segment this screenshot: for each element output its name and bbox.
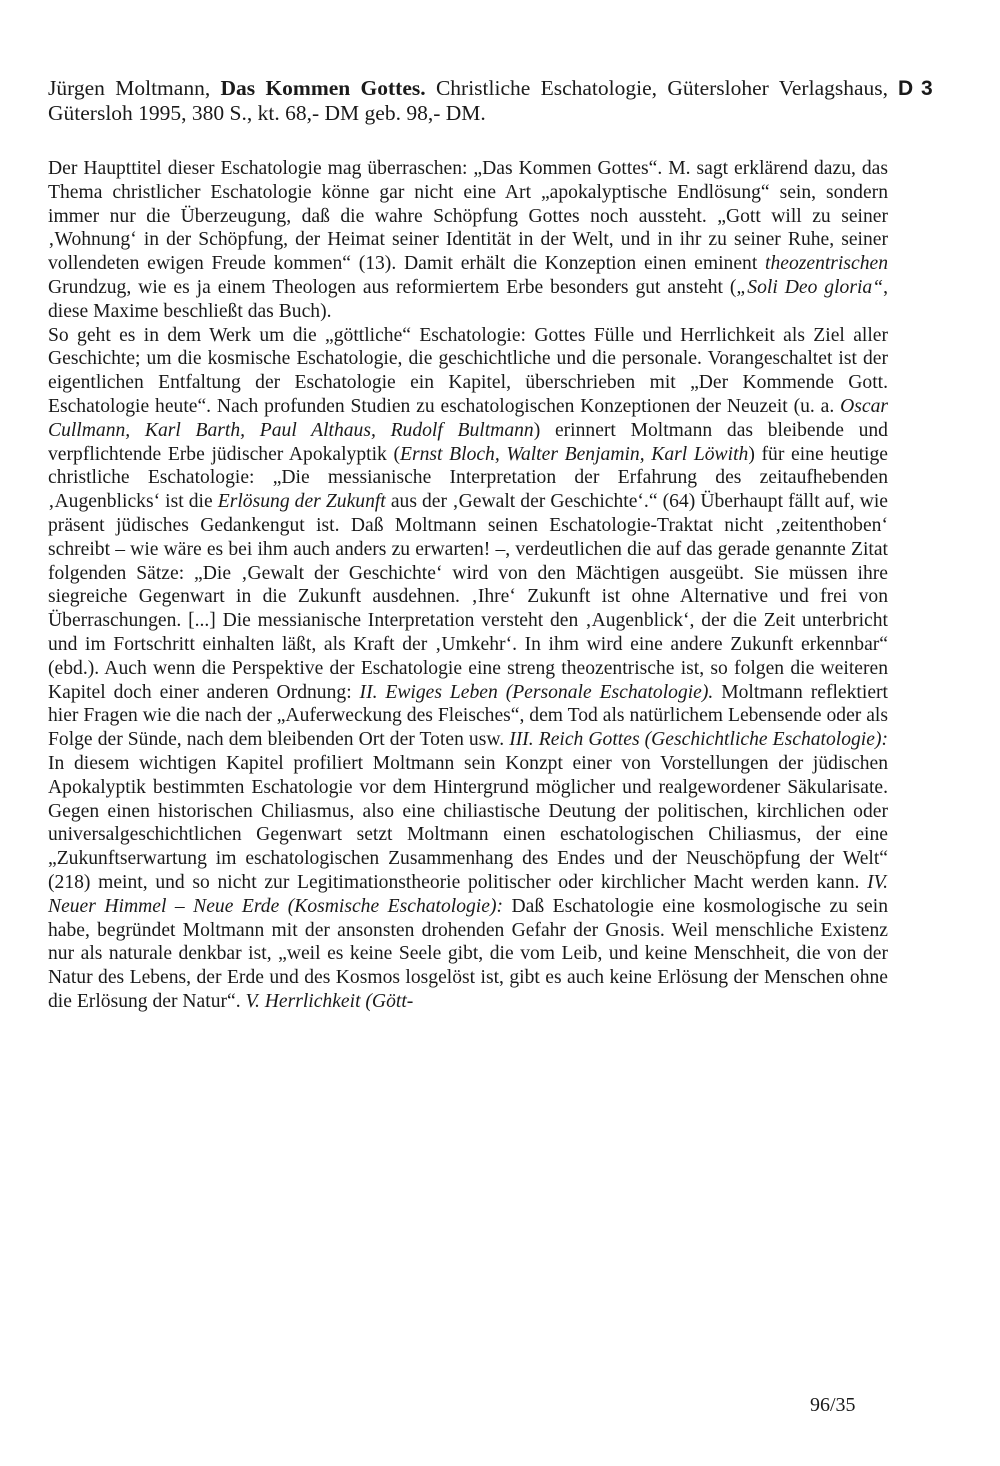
- review-page: [48, 76, 888, 1014]
- biblio-publication-details: Christliche Eschatologie, Gütersloher Verlagshaus, Gütersloh 1995, 380 S., kt. 68,- DM geb. 98,- DM.: [48, 76, 889, 125]
- text-run: ) erinnert Moltmann das bleibende und verpflichtende Erbe jüdischer Apokalyptik (: [48, 419, 888, 465]
- text-run: , diese Maxime beschließt das Buch).: [48, 276, 889, 322]
- page-number: 96/35: [810, 1394, 856, 1416]
- section-code: D 3: [898, 77, 934, 100]
- text-run: ) für eine heutige christliche Eschatologie: „Die messianische Interpretation der Erfahrung des zeitaufhebenden ‚Augenblicks‘ ist die: [48, 443, 888, 513]
- italic-text-run: III. Reich Gottes (Geschichtliche Eschatologie):: [509, 729, 888, 751]
- paragraph-1: [48, 157, 888, 324]
- italic-text-run: Oscar Cullmann, Karl Barth, Paul Althaus, Rudolf Bultmann: [48, 395, 888, 441]
- italic-text-run: theozentrischen: [765, 253, 888, 275]
- text-run: aus der ‚Gewalt der Geschichte‘.“ (64) Überhaupt fällt auf, wie präsent jüdisches Gedankengut ist. Daß Moltmann seinen Eschatologie-Traktat nicht ‚zeitenthoben‘ schreibt – wie wäre es bei ihm auch anders zu erwarten! –, verdeutlichen die auf das gerade genannte Zitat folgenden Sätze: „Die ‚Gewalt der Geschichte‘ wird von den Mächtigen ausgeübt. Sie müssen ihre siegreiche Gegenwart in die Zukunft ausdehnen. ‚Ihre‘ Zukunft ist ohne Alternative und frei von Überraschungen. [...] Die messianische Interpretation versteht den ‚Augenblick‘, der die Zeit unterbricht und im Fortschritt einhalten läßt, als Kraft der ‚Umkehr‘. In ihm wird eine andere Zukunft erkennbar“ (ebd.). Auch wenn die Perspektive der Eschatologie eine streng theozentrische ist, so folgen die weiteren Kapitel doch einer anderen Ordnung:: [48, 491, 888, 703]
- italic-text-run: V. Herrlichkeit (Gött-: [245, 990, 414, 1012]
- paragraph-2: [48, 324, 888, 1014]
- italic-text-run: Ernst Bloch, Walter Benjamin, Karl Löwith: [400, 443, 749, 465]
- biblio-author: Jürgen Moltmann,: [48, 76, 221, 100]
- text-run: Daß Eschatologie eine kosmologische zu sein habe, begründet Moltmann mit der ansonsten drohenden Gefahr der Gnosis. Weil menschliche Existenz nur als naturale denkbar ist, „weil es keine Seele gibt, die vom Leib, und keine Menschheit, die von der Natur des Lebens, der Erde und des Kosmos losgelöst ist, gibt es auch keine Erlösung der Menschen ohne die Erlösung der Natur“.: [48, 895, 888, 1012]
- text-run: Grundzug, wie es ja einem Theologen aus reformiertem Erbe besonders gut ansteht (: [48, 276, 737, 298]
- italic-text-run: IV. Neuer Himmel – Neue Erde (Kosmische Eschatologie):: [48, 871, 888, 917]
- text-run: In diesem wichtigen Kapitel profiliert Moltmann sein Konzpt einer von Vorstellungen der jüdischen Apokalyptik bestimmten Eschatologie vor dem Hintergrund möglicher und realgewordener Säkularisate. Gegen einen historischen Chiliasmus, also eine chiliastische Deutung der politischen, kirchlichen oder universalgeschichtlichen Gegenwart setzt Moltmann einen eschatologischen Chiliasmus, der eine „Zukunftserwartung im eschatologischen Zusammenhang des Endes und der Neuschöpfung der Welt“ (218) meint, und so nicht zur Legitimationstheorie politischer oder kirchlicher Macht werden kann.: [48, 752, 888, 893]
- text-run: Moltmann reflektiert hier Fragen wie die nach der „Auferweckung des Fleisches“, dem Tod als natürlichem Lebensende oder als Folge der Sünde, nach dem bleibenden Ort der Toten usw.: [48, 681, 888, 751]
- biblio-title: Das Kommen Gottes.: [220, 76, 426, 100]
- italic-text-run: „Soli Deo gloria“: [736, 276, 884, 298]
- review-body: [48, 157, 888, 1014]
- italic-text-run: II. Ewiges Leben (Personale Eschatologie).: [359, 681, 714, 703]
- bibliographic-entry: [48, 76, 888, 126]
- text-run: So geht es in dem Werk um die „göttliche“ Eschatologie: Gottes Fülle und Herrlichkeit als Ziel aller Geschichte; um die kosmische Eschatologie, die geschichtliche und die personale. Vorangeschaltet ist der eigentlichen Entfaltung der Eschatologie ein Kapitel, überschrieben mit „Der Kommende Gott. Eschatologie heute“. Nach profunden Studien zu eschatologischen Konzeptionen der Neuzeit (u. a.: [48, 324, 888, 417]
- italic-text-run: Erlösung der Zukunft: [217, 491, 386, 513]
- text-run: Der Haupttitel dieser Eschatologie mag überraschen: „Das Kommen Gottes“. M. sagt erklärend dazu, das Thema christlicher Eschatologie könne gar nicht eine Art „apokalyptische Endlösung“ sein, sondern immer nur die Überzeugung, daß die wahre Schöpfung Gottes noch aussteht. „Gott will zu seiner ‚Wohnung‘ in der Schöpfung, der Heimat seiner Identität in der Welt, und in ihr zu seiner Ruhe, seiner vollendeten ewigen Freude kommen“ (13). Damit erhält die Konzeption einen eminent: [48, 158, 888, 275]
